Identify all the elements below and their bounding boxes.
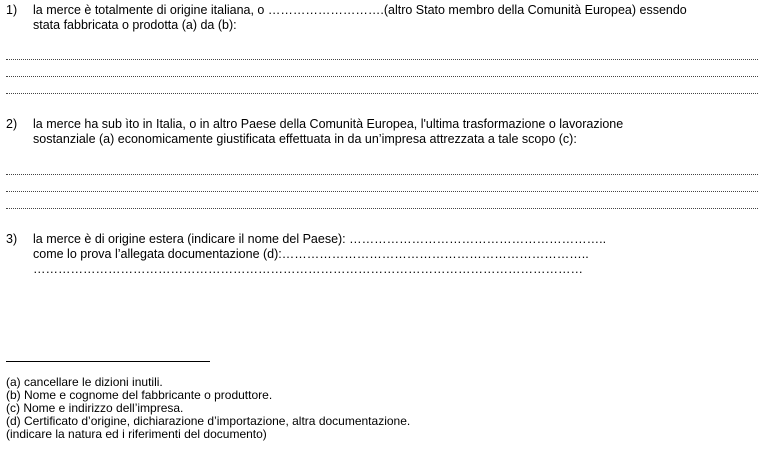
item-3-number: 3) — [6, 232, 18, 246]
footnote-d: (d) Certificato d’origine, dichiarazione d’importazione, altra documentazione. — [6, 414, 411, 428]
item-1-fill-line-1[interactable] — [6, 59, 758, 60]
item-3-line-1: la merce è di origine estera (indicare il nome del Paese): …………………………………………………….. — [33, 232, 607, 246]
item-2-fill-line-3[interactable] — [6, 208, 758, 209]
footnote-note: (indicare la natura ed i riferimenti del documento) — [6, 427, 267, 441]
item-2-fill-line-2[interactable] — [6, 191, 758, 192]
item-2-number: 2) — [6, 117, 18, 131]
item-1-line-2: stata fabbricata o prodotta (a) da (b): — [33, 18, 237, 32]
item-2-fill-line-1[interactable] — [6, 174, 758, 175]
item-1-fill-line-2[interactable] — [6, 76, 758, 77]
item-2-line-2: sostanziale (a) economicamente giustificata effettuata in da un’impresa attrezzata a tale scopo (c): — [33, 132, 577, 146]
item-1-fill-line-3[interactable] — [6, 93, 758, 94]
item-2-line-1: la merce ha sub ìto in Italia, o in altro Paese della Comunità Europea, l'ultima trasformazione o lavorazione — [33, 117, 624, 131]
footnote-separator — [6, 361, 210, 362]
footnote-a: (a) cancellare le dizioni inutili. — [6, 375, 163, 389]
footnote-b: (b) Nome e cognome del fabbricante o produttore. — [6, 388, 273, 402]
footnote-c: (c) Nome e indirizzo dell’impresa. — [6, 401, 184, 415]
item-3-line-2: come lo prova l’allegata documentazione (d):……………………………………………………………….. — [33, 247, 589, 261]
item-1-number: 1) — [6, 3, 18, 17]
item-3-line-3: …………………………………………………………………………………………………………………… — [33, 262, 583, 276]
item-1-line-1: la merce è totalmente di origine italiana, o ……………………….(altro Stato membro della Comunità Europea) essendo — [33, 3, 687, 17]
